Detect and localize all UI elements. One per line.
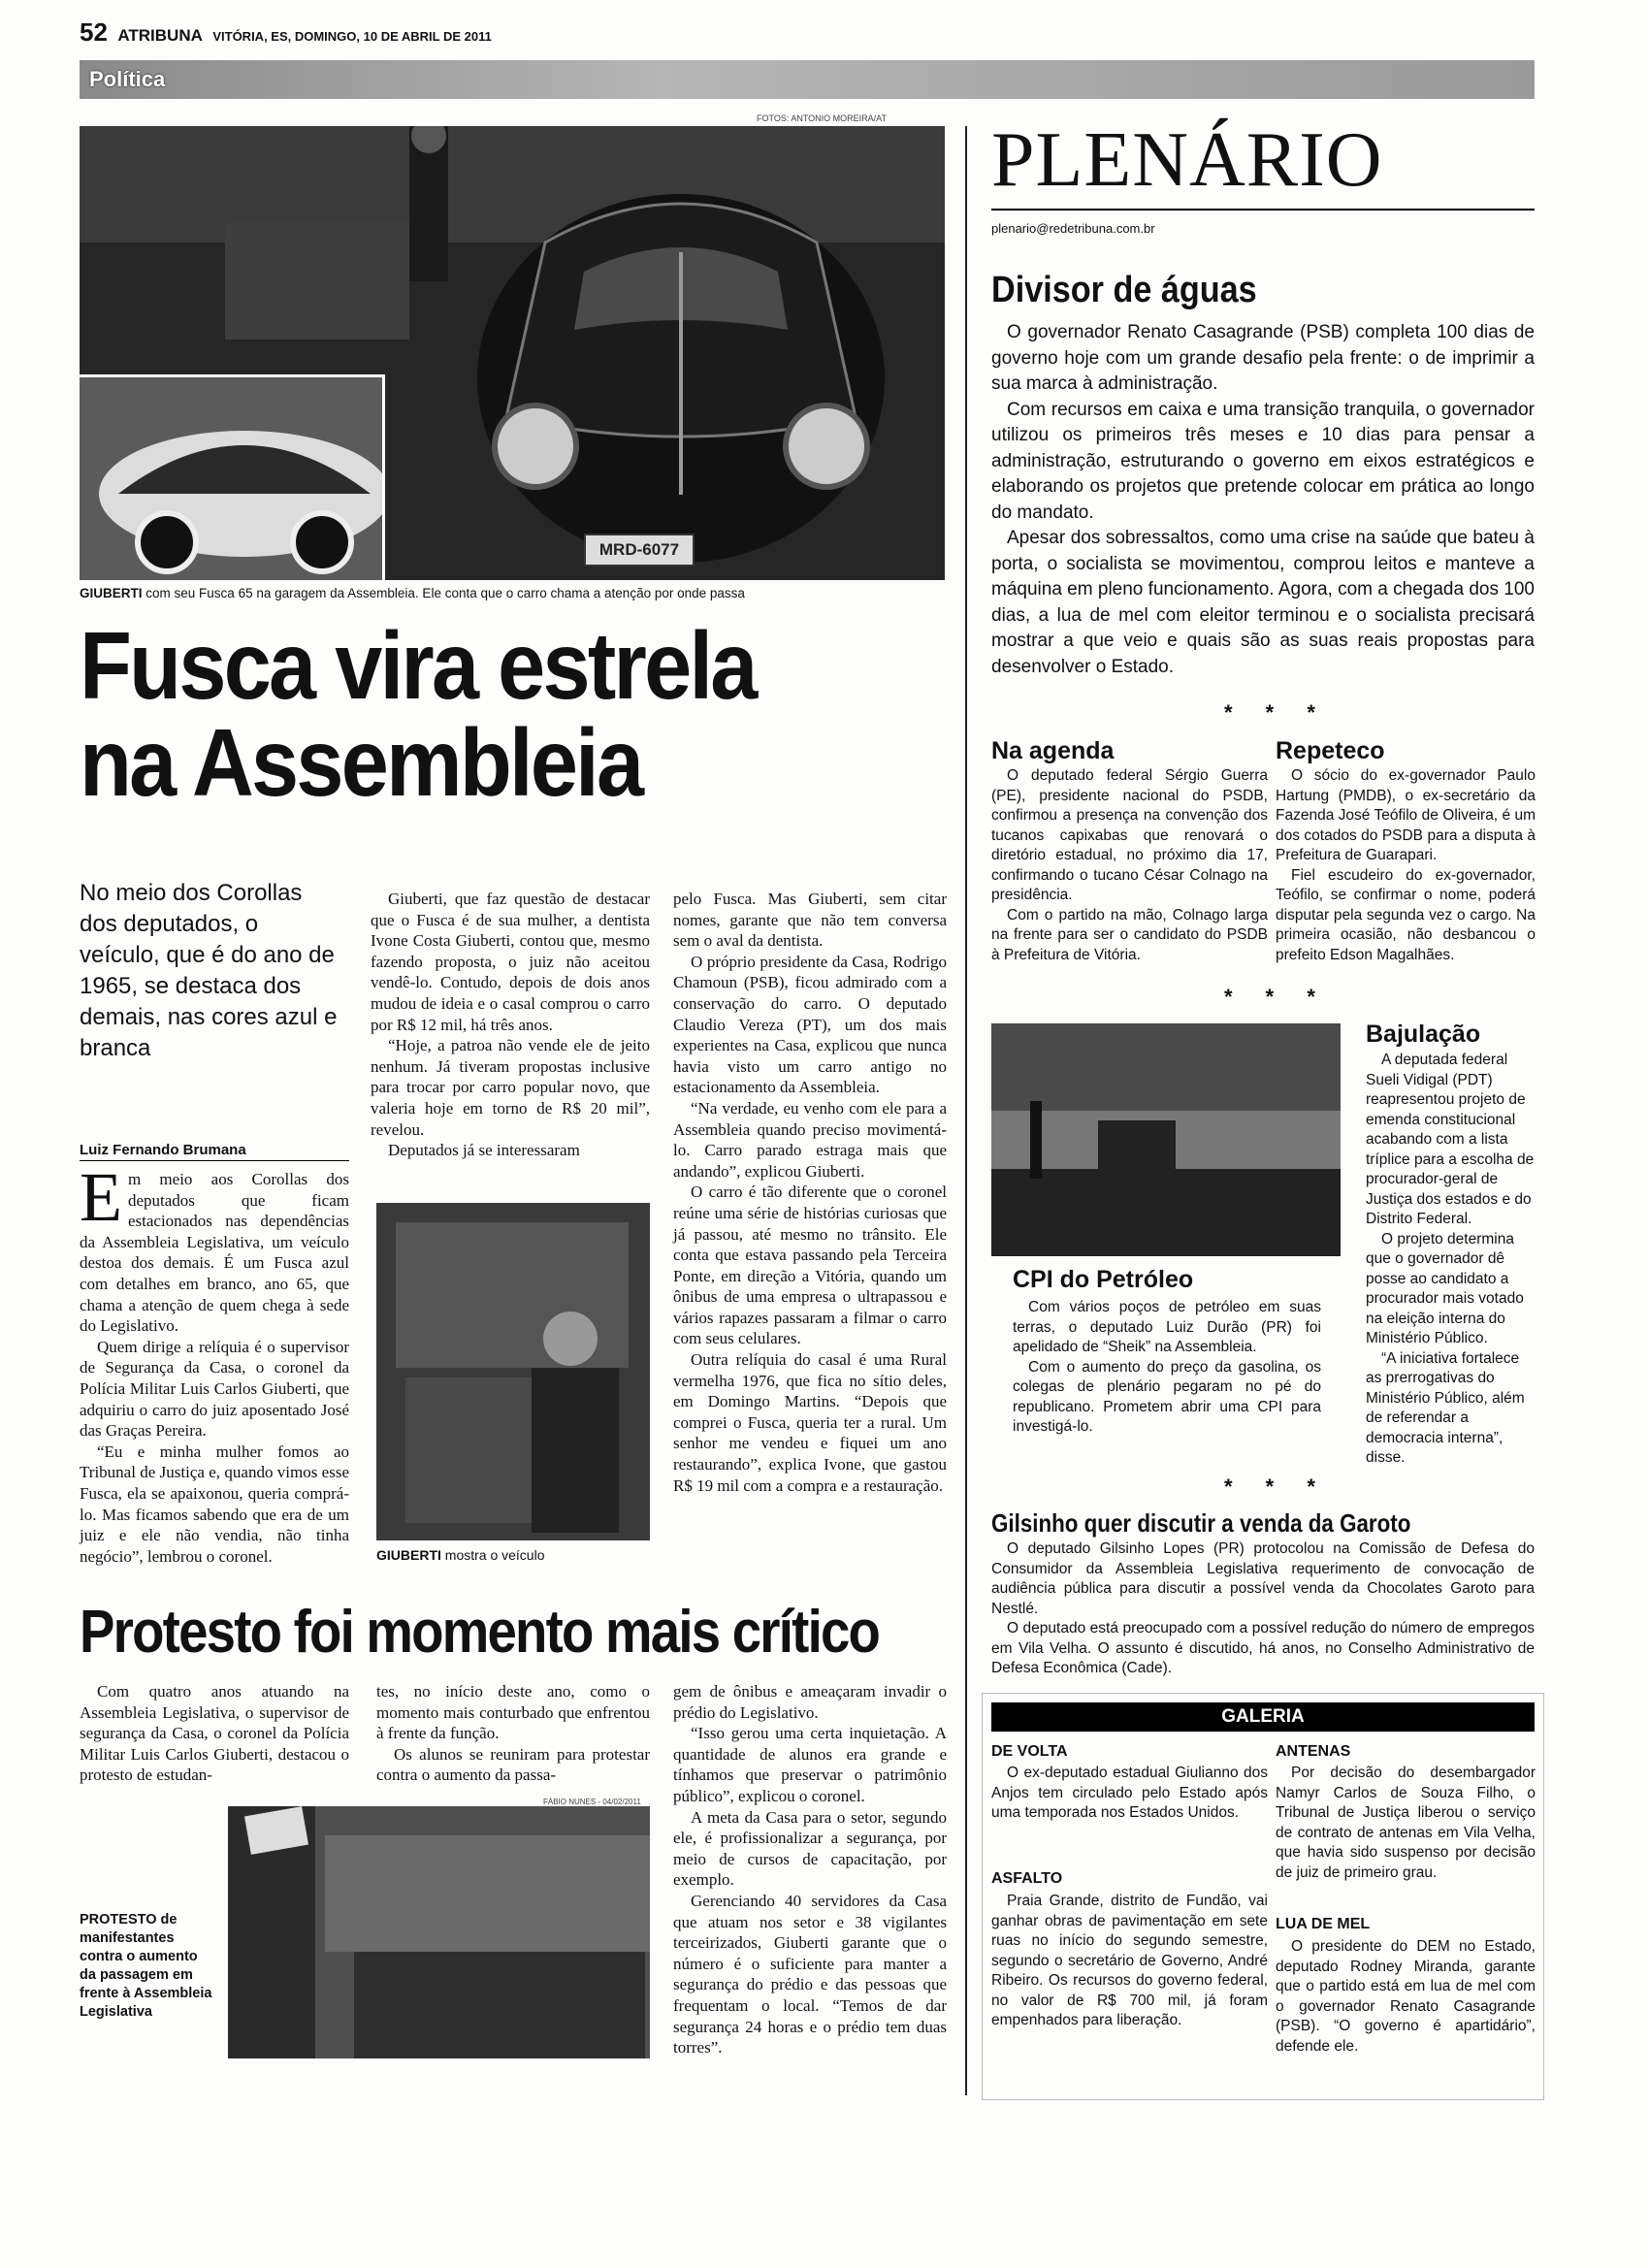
col3-p3: “Na verdade, eu venho com ele para a Assembleia quando preciso movimentá-lo. Carro parado estraga mais que andando”, explicou Giuberti.: [673, 1098, 947, 1181]
protest-c3-p4: Gerenciando 40 servidores da Casa que atuam nos setor e 38 vigilantes terceirizados, Giuberti garante que o número é o suficiente para manter a segurança do prédio e das pessoas que frequentam o local. “Temos de dar segurança 24 horas e o prédio tem duas torres”.: [673, 1891, 947, 2057]
col3-p1: pelo Fusca. Mas Giuberti, sem citar nomes, garante que não tem conversa sem o aval da dentista.: [673, 890, 947, 951]
antenas-text: Por decisão do desembargador Namyr Carlos de Souza Filho, o Tribunal de Justiça liberou o serviço de contrato de antenas em Vila Velha, que havia sido suspenso por decisão de juiz de primeiro grau.: [1276, 1765, 1536, 1881]
protest-photo-credit: FÁBIO NUNES - 04/02/2011: [543, 1798, 641, 1806]
agenda-p2: Com o partido na mão, Colnago larga na frente para ser o candidato do PSDB à Prefeitura de Vitória.: [991, 906, 1268, 963]
col3-p2: O próprio presidente da Casa, Rodrigo Chamoun (PSB), ficou admirado com a conservação do carro. O deputado Claudio Vereza (PT), um dos mais experientes na Casa, explicou que nunca havia visto um carro antigo no estacionamento da Assembleia.: [673, 952, 947, 1097]
divisor-p1: O governador Renato Casagrande (PSB) completa 100 dias de governo hoje com um grande desafio pela frente: o de imprimir a sua marca à administração.: [991, 322, 1535, 394]
headline: [80, 612, 953, 816]
protest-c3-p3: A meta da Casa para o setor, segundo ele, é profissionalizar a segurança, por meio de cursos de capacitação, por exemplo.: [673, 1807, 947, 1890]
headline-line2: na Assembleia: [80, 709, 642, 816]
protest-photo: [228, 1806, 650, 2058]
garoto-p2: O deputado está preocupado com a possível redução do número de empregos em Vila Velha. O assunto é discutido, há anos, no Conselho Administrativo de Defesa Econômica (Cade).: [991, 1620, 1535, 1676]
galeria-box-border: [982, 1693, 1544, 2100]
plenario-title: PLENÁRIO: [991, 117, 1383, 203]
col2-p2: “Hoje, a patroa não vende ele de jeito nenhum. Já tiveram propostas inclusive para trocar por carro popular novo, que valeria hoje em torno de R$ 20 mil”, revelou.: [371, 1036, 650, 1139]
plate-text: MRD-6077: [598, 540, 680, 559]
bajulacao-p1: A deputada federal Sueli Vidigal (PDT) reapresentou projeto de emenda constitucional acabando com a lista tríplice para a escolha de procurador-geral de Justiça dos estados e do Distrito Federal.: [1366, 1052, 1535, 1227]
repeteco-body: [1276, 766, 1536, 965]
protest-caption-bold: PROTESTO: [80, 1912, 157, 1928]
protest-c2-p2: Os alunos se reuniram para protestar contra o aumento da passa-: [376, 1744, 650, 1785]
devolta-text: O ex-deputado estadual Giulianno dos Anjos tem circulado pelo Estado após uma temporada nos Estados Unidos.: [991, 1765, 1268, 1821]
garoto-title: Gilsinho quer discutir a venda da Garoto: [991, 1508, 1411, 1538]
giuberti-caption: [376, 1547, 658, 1563]
protest-col2: [376, 1681, 650, 1786]
col3-p5: Outra relíquia do casal é uma Rural vermelha 1976, que fica no sítio deles, em Domingo Martins. “Depois que comprei o Fusca, queria ter a rural. Um senhor me vendeu e fiquei um ano restaurando”, explica Ivone, que gastou R$ 19 mil com a compra e a restauração.: [673, 1350, 947, 1495]
page-header: [80, 17, 1535, 50]
col1-p2: Quem dirige a relíquia é o supervisor de Segurança da Casa, o coronel da Polícia Militar Luis Carlos Giuberti, que adquiriu o carro do juiz aposentado José das Graças Pereira.: [80, 1337, 349, 1441]
byline: Luiz Fernando Brumana: [80, 1142, 349, 1161]
protest-headline: Protesto foi momento mais crítico: [80, 1599, 880, 1666]
col3-p4: O carro é tão diferente que o coronel reúne uma série de histórias curiosas que já passou, até mesmo no trânsito. Ele conta que estava passando pela Terceira Ponte, em direção a Vitória, quando um ônibus de uma empresa o ultrapassou e vários rapazes passaram a filmar o carro com seus celulares.: [673, 1183, 947, 1348]
stars-1: * * *: [1224, 700, 1329, 725]
page-number: 52: [80, 17, 108, 47]
section-label: Política: [89, 67, 166, 91]
cpi-p1: Com vários poços de petróleo em suas terras, o deputado Luiz Durão (PR) foi apelidado de “Sheik” na Assembleia.: [1013, 1299, 1321, 1355]
galeria-title: GALERIA: [1221, 1706, 1305, 1727]
bajulacao-p2: O projeto determina que o governador dê posse ao candidato a procurador mais votado na eleição interna do Ministério Público.: [1366, 1230, 1524, 1346]
repeteco-p1: O sócio do ex-governador Paulo Hartung (PMDB), o ex-secretário da Fazenda José Teófilo de Oliveira, é um dos cotados do PSDB para a disputa à Prefeitura de Guarapari.: [1276, 767, 1536, 863]
giuberti-photo: [376, 1203, 650, 1540]
col1-first: m meio aos Corollas dos deputados que ficam estacionados nas dependências da Assembleia Legislativa, um veículo destoa dos demais. É um Fusca azul com detalhes em branco, ano 65, que chama a atenção de quem chega à sede do Legislativo.: [80, 1170, 349, 1336]
bajulacao-title: Bajulação: [1366, 1021, 1481, 1048]
divisor-body: [991, 320, 1535, 680]
photo-credit: FOTOS: ANTONIO MOREIRA/AT: [757, 113, 888, 123]
headline-line1: Fusca vira estrela: [80, 612, 756, 719]
luademel-text: O presidente do DEM no Estado, deputado Rodney Miranda, garante que o partido está em lua de mel com o governador Renato Casagrande (PSB). “O governo é apartidário”, defende ele.: [1276, 1938, 1536, 2055]
col1-p3: “Eu e minha mulher fomos ao Tribunal de Justiça e, quando vimos esse Fusca, ela se apaixonou, queria comprá-lo. Mas ficamos sabendo que era de um juiz e ele não vendia, não tinha negócio”, lembrou o coronel.: [80, 1442, 349, 1566]
col2-p1: Giuberti, que faz questão de destacar que o Fusca é de sua mulher, a dentista Ivone Costa Giuberti, contou que, mesmo fazendo proposta, o juiz não aceitou vendê-lo. Contudo, depois de dois anos mudou de ideia e o casal comprou o carro por R$ 12 mil, há três anos.: [371, 890, 650, 1034]
oil-photo: [991, 1023, 1341, 1256]
agenda-title: Na agenda: [991, 737, 1115, 764]
agenda-body: [991, 766, 1268, 965]
devolta-title: DE VOLTA: [991, 1743, 1068, 1760]
protest-c3-p1: gem de ônibus e ameaçaram invadir o prédio do Legislativo.: [673, 1682, 947, 1722]
protest-c2-p1: tes, no início deste ano, como o momento mais conturbado que enfrentou à frente da função.: [376, 1682, 650, 1743]
luademel-title: LUA DE MEL: [1276, 1916, 1371, 1932]
photo2-name: GIUBERTI: [376, 1547, 441, 1563]
photo-caption: [80, 586, 945, 600]
protest-col3: [673, 1681, 947, 2058]
protest-caption-text: de manifestantes contra o aumento da passagem em frente à Assembleia Legislativa: [80, 1912, 212, 2020]
plenario-rule: [991, 209, 1535, 211]
inset-photo: [80, 374, 385, 580]
protest-col1: [80, 1681, 349, 1786]
garoto-p1: O deputado Gilsinho Lopes (PR) protocolou na Comissão de Defesa do Consumidor da Assembleia Legislativa requerimento de convocação de audiência pública para discutir a possível venda da Chocolates Garoto para Nestlé.: [991, 1540, 1535, 1617]
article-col1: [80, 1158, 349, 1567]
dateline: VITÓRIA, ES, DOMINGO, 10 DE ABRIL DE 2011: [212, 29, 492, 44]
bajulacao-body: [1366, 1051, 1536, 1469]
repeteco-title: Repeteco: [1276, 737, 1385, 764]
photo2-text: mostra o veículo: [444, 1547, 545, 1563]
divisor-title: Divisor de águas: [991, 270, 1257, 310]
section-bar: [80, 60, 1535, 99]
stars-2: * * *: [1224, 985, 1329, 1009]
plenario-email: plenario@redetribuna.com.br: [991, 221, 1155, 236]
article-col3: [673, 889, 947, 1496]
repeteco-p2: Fiel escudeiro do ex-governador, Teófilo, se confirmar o nome, poderá disputar pela segunda vez o cargo. Na primeira ocasião, não desbancou o prefeito Edson Magalhães.: [1276, 866, 1536, 963]
caption-text: com seu Fusca 65 na garagem da Assembleia. Ele conta que o carro chama a atenção por onde passa: [146, 586, 745, 600]
col2-p3: Deputados já se interessaram: [388, 1141, 580, 1160]
bajulacao-p3: “A iniciativa fortalece as prerrogativas do Ministério Público, além de referendar a democracia interna”, disse.: [1366, 1349, 1525, 1466]
fusca-photo: [80, 126, 945, 580]
divisor-p3: Apesar dos sobressaltos, como uma crise na saúde que bateu à porta, o socialista se movimentou, comprou leitos e manteve a máquina em pleno funcionamento. Agora, com a chegada dos 100 dias, a lua de mel com eleitor terminou e o socialista precisará mostrar a que veio e quais são as suas reais propostas para desenvolver o Estado.: [991, 528, 1535, 677]
asfalto-text: Praia Grande, distrito de Fundão, vai ganhar obras de pavimentação em sete ruas no início do segundo semestre, segundo o secretário de Governo, André Ribeiro. Os recursos do governo federal, no valor de R$ 700 mil, já foram empenhados para liberação.: [991, 1893, 1268, 2028]
agenda-p1: O deputado federal Sérgio Guerra (PE), presidente nacional do PSDB, confirmou a presença na convenção dos tucanos capixabas que renovará o diretório estadual, no próximo dia 17, confirmando o tucano César Colnago na presidência.: [991, 767, 1268, 903]
divisor-p2: Com recursos em caixa e uma transição tranquila, o governador utilizou os primeiros três meses e 10 dias para pensar a administração, estruturando o governo em eixos estratégicos e elaborando os projetos que pretende colocar em prática ao longo do mandato.: [991, 399, 1535, 523]
asfalto-title: ASFALTO: [991, 1870, 1063, 1887]
column-divider: [965, 126, 967, 2095]
protest-c3-p2: “Isso gerou uma certa inquietação. A quantidade de alunos era grande e tínhamos que preservar o patrimônio público”, explicou o coronel.: [673, 1724, 947, 1805]
drop-cap: E: [80, 1158, 122, 1236]
license-plate: [584, 534, 695, 567]
article-col2: [371, 889, 650, 1161]
subhead: No meio dos Corollas dos deputados, o veículo, que é do ano de 1965, se destaca dos demais, nas cores azul e branca: [80, 880, 338, 1061]
cpi-p2: Com o aumento do preço da gasolina, os colegas de plenário pegaram no pé do republicano. Prometem abrir uma CPI para investigá-lo.: [1013, 1358, 1321, 1435]
cpi-body: [1013, 1298, 1321, 1438]
caption-name: GIUBERTI: [80, 586, 143, 600]
garoto-body: [991, 1539, 1535, 1679]
cpi-title: CPI do Petróleo: [1013, 1266, 1194, 1293]
antenas-title: ANTENAS: [1276, 1743, 1351, 1760]
stars-3: * * *: [1224, 1474, 1329, 1499]
paper-name: ATRIBUNA: [117, 26, 203, 45]
protest-caption: [80, 1911, 215, 2022]
protest-c1-p1: Com quatro anos atuando na Assembleia Legislativa, o supervisor de segurança da Casa, o coronel da Polícia Militar Luis Carlos Giuberti, destacou o protesto de estudan-: [80, 1682, 349, 1785]
